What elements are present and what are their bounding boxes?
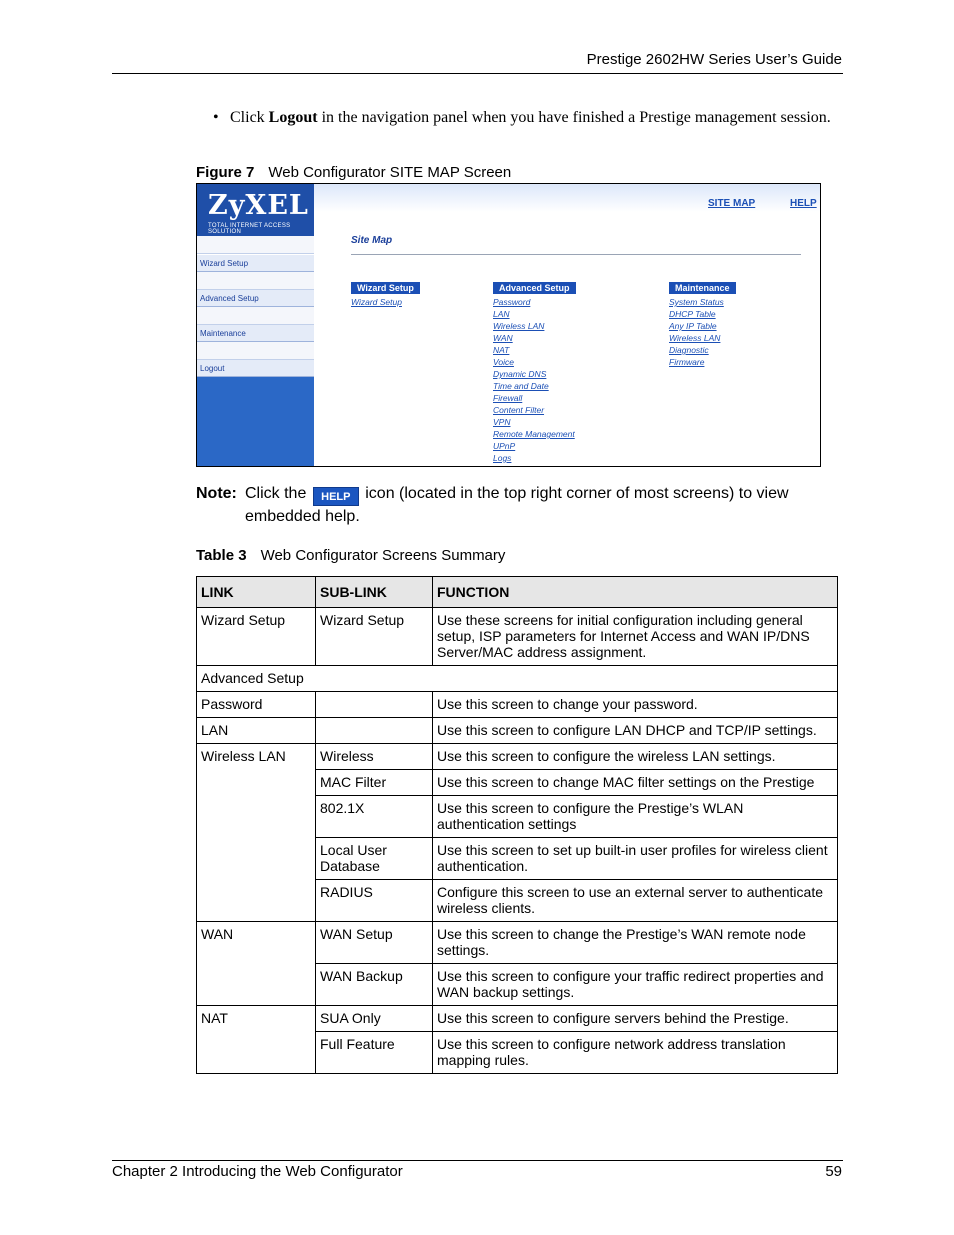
cell-sub-link [316,718,433,744]
nav-spacer [197,272,314,290]
header-sub-link: SUB-LINK [316,577,433,608]
cell-function: Use this screen to change the Prestige’s WAN remote node settings. [433,922,838,964]
table-label: Table 3 [196,547,247,564]
footer-chapter: Chapter 2 Introducing the Web Configurator [112,1163,403,1180]
cell-link: Wireless LAN [197,744,316,922]
cell-function: Use this screen to configure the Prestige’s WLAN authentication settings [433,796,838,838]
site-map-link-item[interactable]: LAN [493,309,510,319]
header-link: LINK [197,577,316,608]
header-function: FUNCTION [433,577,838,608]
nav-spacer [197,342,314,360]
site-map-link-item[interactable]: Voice [493,357,514,367]
site-map-link-item[interactable]: Wireless LAN [493,321,545,331]
site-map-link-item[interactable]: DHCP Table [669,309,716,319]
screens-summary-table [196,576,838,1074]
column-heading: Maintenance [669,282,736,294]
cell-function: Use this screen to configure the wireless LAN settings. [433,744,838,770]
table-header-row [197,577,838,608]
running-header-title: Prestige 2602HW Series User’s Guide [586,51,842,68]
site-map-link-item[interactable]: Wizard Setup [351,297,402,307]
footer-rule [112,1160,843,1161]
site-map-link-item[interactable]: Content Filter [493,405,545,415]
cell-sub-link: WAN Setup [316,922,433,964]
cell-function: Use this screen to configure network address translation mapping rules. [433,1032,838,1074]
cell-sub-link: SUA Only [316,1006,433,1032]
cell-sub-link: MAC Filter [316,770,433,796]
table-row [197,608,838,666]
site-map-link[interactable]: SITE MAP [708,198,756,209]
cell-sub-link: Full Feature [316,1032,433,1074]
note-label: Note: [196,485,237,502]
help-icon: HELP [313,487,359,506]
nav-item-maintenance[interactable]: Maintenance [197,325,314,342]
site-map-link-item[interactable]: VPN [493,417,511,427]
table-row [197,922,838,964]
site-map-link-item[interactable]: Logs [493,453,512,463]
cell-link: LAN [197,718,316,744]
cell-sub-link: Wireless [316,744,433,770]
site-map-link-item[interactable]: System Status [669,297,724,307]
column-maintenance [669,278,736,368]
table-row [197,744,838,770]
table-row [197,718,838,744]
title-separator [351,254,801,255]
column-heading: Advanced Setup [493,282,576,294]
figure-label: Figure 7 [196,164,255,181]
cell-function: Use this screen to set up built-in user profiles for wireless client authentication. [433,838,838,880]
help-link[interactable]: HELP [790,198,817,209]
column-wizard-setup [351,278,420,308]
cell-function: Use this screen to change your password. [433,692,838,718]
figure-caption-text: Web Configurator SITE MAP Screen [268,164,512,181]
cell-function: Use this screen to configure LAN DHCP and TCP/IP settings. [433,718,838,744]
column-advanced-setup [493,278,576,464]
nav-item-logout[interactable]: Logout [197,360,314,377]
logout-term: Logout [268,109,318,126]
table-row [197,1006,838,1032]
cell-sub-link: WAN Backup [316,964,433,1006]
site-map-link-item[interactable]: Diagnostic [669,345,709,355]
cell-function: Use these screens for initial configuration including general setup, ISP parameters for Internet Access and WAN IP/DNS Server/MAC address assignment. [433,608,838,666]
footer-page-number: 59 [825,1163,842,1180]
table-row [197,666,838,692]
site-map-title: Site Map [351,235,393,246]
cell-function: Use this screen to change MAC filter settings on the Prestige [433,770,838,796]
figure-caption [196,164,511,181]
cell-link: NAT [197,1006,316,1074]
note-text: Click the HELP icon (located in the top right corner of most screens) to view embedded help. [245,485,789,525]
table-caption-text: Web Configurator Screens Summary [260,547,506,564]
site-map-link-item[interactable]: Firmware [669,357,705,367]
cell-function: Configure this screen to use an external server to authenticate wireless clients. [433,880,838,922]
site-map-link-item[interactable]: NAT [493,345,510,355]
site-map-link-item[interactable]: Password [493,297,531,307]
zyxel-logo [197,184,314,236]
site-map-link-item[interactable]: Remote Management [493,429,575,439]
cell-link: WAN [197,922,316,1006]
cell-sub-link: Local User Database [316,838,433,880]
cell-link: Wizard Setup [197,608,316,666]
cell-sub-link: Wizard Setup [316,608,433,666]
logo-wordmark: ZyXEL [208,190,309,221]
site-map-link-item[interactable]: Any IP Table [669,321,717,331]
site-map-link-item[interactable]: Firewall [493,393,523,403]
cell-function: Use this screen to configure your traffic redirect properties and WAN backup settings. [433,964,838,1006]
cell-section: Advanced Setup [197,666,838,692]
table-row [197,692,838,718]
logout-bullet [213,107,833,128]
nav-spacer [197,307,314,325]
cell-sub-link: RADIUS [316,880,433,922]
help-note [196,483,836,527]
site-map-link-item[interactable]: Wireless LAN [669,333,721,343]
cell-sub-link: 802.1X [316,796,433,838]
table-caption [196,547,505,564]
site-map-link-item[interactable]: WAN [493,333,513,343]
header-rule [112,73,843,74]
column-heading: Wizard Setup [351,282,420,294]
site-map-link-item[interactable]: UPnP [493,441,516,451]
logo-tagline: TOTAL INTERNET ACCESS SOLUTION [208,223,291,235]
cell-function: Use this screen to configure servers behind the Prestige. [433,1006,838,1032]
site-map-link-item[interactable]: Dynamic DNS [493,369,547,379]
cell-sub-link [316,692,433,718]
nav-spacer [197,236,314,254]
bullet-text: Click Logout in the navigation panel when you have finished a Prestige management session. [230,109,831,126]
site-map-link-item[interactable]: Time and Date [493,381,549,391]
site-map-screenshot [196,183,821,467]
nav-item-wizard-setup[interactable]: Wizard Setup [197,255,314,272]
nav-item-advanced-setup[interactable]: Advanced Setup [197,290,314,307]
bullet-dot: • [213,109,219,126]
cell-link: Password [197,692,316,718]
